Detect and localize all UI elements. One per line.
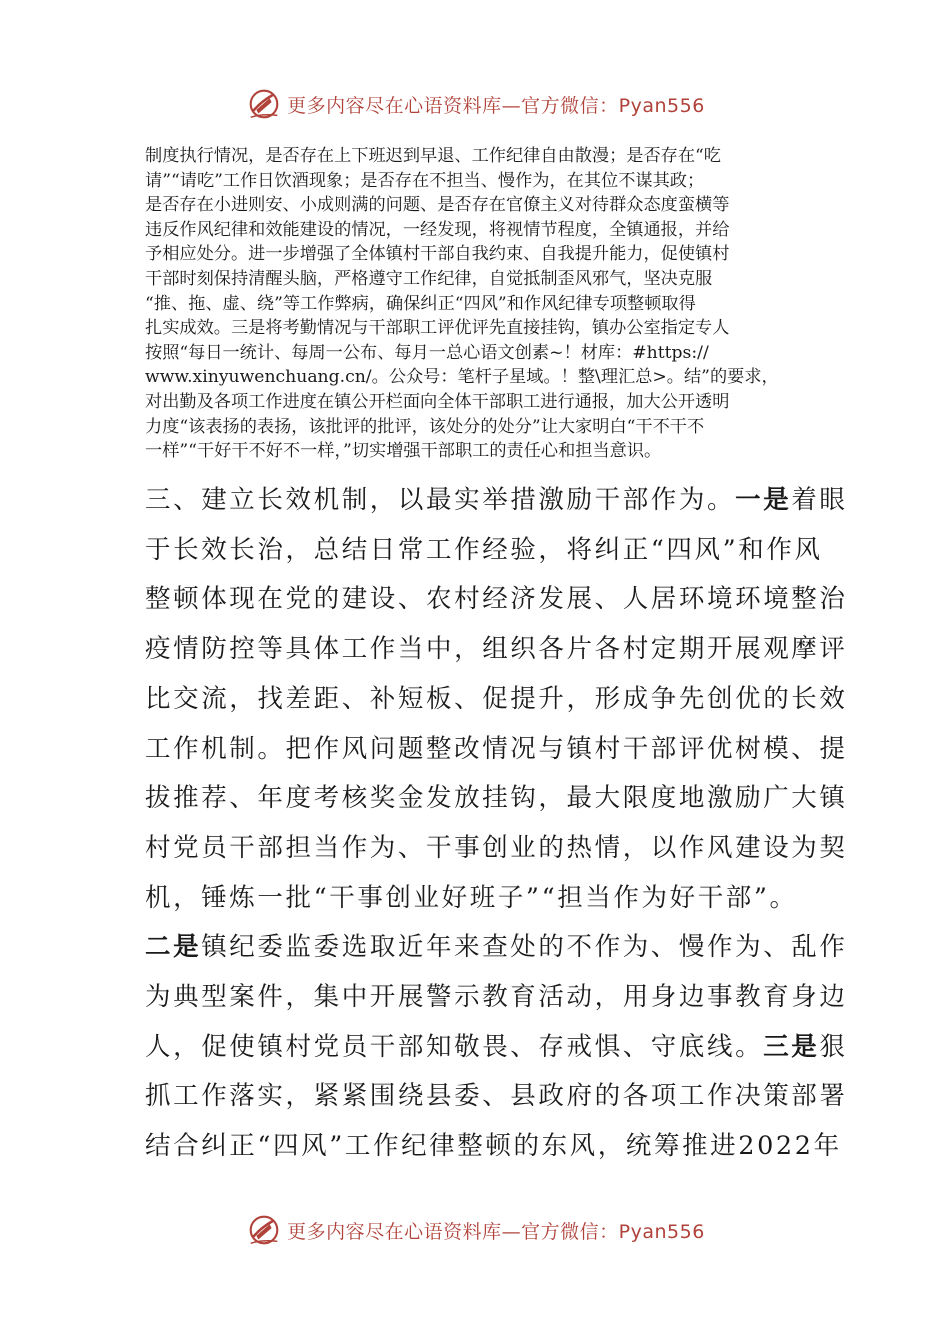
pen-logo-icon <box>245 1211 283 1249</box>
text-line: 拔推荐、年度考核奖金发放挂钩，最大限度地激励广大镇 <box>145 783 848 814</box>
text-line: www.xinyuwenchuang.cn/。公众号：笔杆子星域。！整\理汇总>。结”的要求， <box>145 367 779 388</box>
text-line: 扎实成效。三是将考勤情况与干部职工评优评先直接挂钩，镇办公室指定专人 <box>145 318 730 339</box>
text-line: 违反作风纪律和效能建设的情况，一经发现，将视情节程度，全镇通报，并给 <box>145 219 730 240</box>
large-text-paragraph <box>145 476 848 1172</box>
text-line: 干部时刻保持清醒头脑，严格遵守工作纪律，自觉抵制歪风邪气，坚决克服 <box>145 268 713 289</box>
text-line: 结合纠正“四风”工作纪律整顿的东风，统筹推进2022年 <box>145 1131 842 1162</box>
bold-marker: 一是 <box>735 485 792 515</box>
text-line: “推、拖、虚、绕”等工作弊病，确保纠正“四风”和作风纪律专项整顿取得 <box>145 293 696 314</box>
pen-logo-icon <box>245 85 283 123</box>
text-line: 整顿体现在党的建设、农村经济发展、人居环境环境整治 <box>145 584 848 615</box>
text-line: 制度执行情况，是否存在上下班迟到早退、工作纪律自由散漫；是否存在“吃 <box>145 146 721 166</box>
header-banner <box>0 84 950 124</box>
text-line: 一样”“干好干不好不一样，”切实增强干部职工的责任心和担当意识。 <box>145 441 662 462</box>
footer-banner <box>0 1210 950 1250</box>
text-line: 于长效长治，总结日常工作经验，将纠正“四风”和作风 <box>145 534 823 565</box>
bold-marker: 三是 <box>763 1031 820 1062</box>
text-line: 按照“每日一统计、每周一公布、每月一总心语文创素~！材库：#https:// <box>145 342 709 363</box>
text-line: 为典型案件，集中开展警示教育活动，用身边事教育身边 <box>145 982 848 1013</box>
text-line: 请”“请吃”工作日饮酒现象；是否存在不担当、慢作为，在其位不谋其政； <box>145 170 705 191</box>
text-line: 是否存在小进则安、小成则满的问题、是否存在官僚主义对待群众态度蛮横等 <box>145 195 730 216</box>
text-line: 对出勤及各项工作进度在镇公开栏面向全体干部职工进行通报，加大公开透明 <box>145 391 730 412</box>
wechat-id: Pyan556 <box>618 94 705 117</box>
bold-marker: 二是 <box>145 932 202 963</box>
text-line: 人，促使镇村党员干部知敬畏、存戒惧、守底线。三是狠 <box>145 1031 848 1062</box>
banner-text: 更多内容尽在心语资料库—官方微信：Pyan556 <box>287 1220 705 1243</box>
banner-text: 更多内容尽在心语资料库—官方微信：Pyan556 <box>287 94 705 117</box>
text-line: 抓工作落实，紧紧围绕县委、县政府的各项工作决策部署 <box>145 1081 848 1112</box>
text-line: 村党员干部担当作为、干事创业的热情，以作风建设为契 <box>145 832 848 863</box>
text-line: 疫情防控等具体工作当中，组织各片各村定期开展观摩评 <box>145 634 848 665</box>
text-line: 予相应处分。进一步增强了全体镇村干部自我约束、自我提升能力，促使镇村 <box>145 244 730 265</box>
text-line: 力度“该表扬的表扬，该批评的批评，该处分的处分”让大家明白“干不干不 <box>145 416 705 437</box>
text-line: 比交流，找差距、补短板、促提升，形成争先创优的长效 <box>145 683 848 714</box>
text-line: 三、建立长效机制，以最实举措激励干部作为。一是着眼 <box>145 485 848 515</box>
small-text-paragraph <box>145 144 815 464</box>
text-line: 工作机制。把作风问题整改情况与镇村干部评优树模、提 <box>145 733 848 764</box>
text-line: 机，锤炼一批“干事创业好班子”“担当作为好干部”。 <box>145 882 798 913</box>
text-line: 二是镇纪委监委选取近年来查处的不作为、慢作为、乱作 <box>145 932 848 963</box>
wechat-id: Pyan556 <box>618 1220 705 1243</box>
